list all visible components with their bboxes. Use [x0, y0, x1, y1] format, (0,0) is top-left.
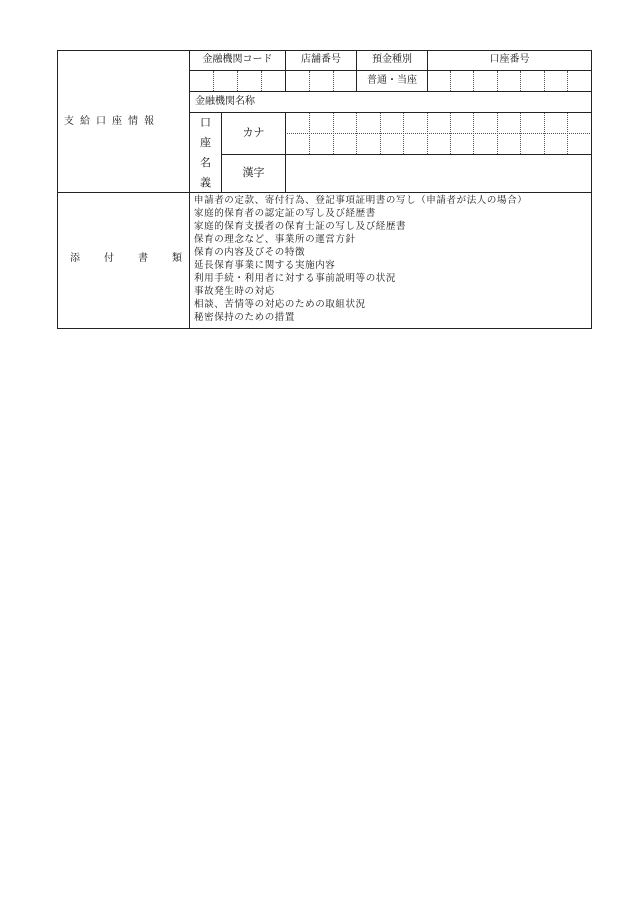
border-right	[591, 50, 592, 329]
border-top	[57, 50, 592, 51]
account-number-header: 口座番号	[489, 54, 530, 65]
digit-separator	[567, 71, 568, 91]
label-column-divider	[189, 50, 190, 329]
digit-separator	[237, 71, 238, 91]
digit-separator	[450, 71, 451, 91]
digit-separator	[261, 71, 262, 91]
kana-kanji-label-divider	[285, 113, 286, 193]
kana-cell-separator	[497, 113, 498, 154]
attachment-item: 家庭的保育支援者の保育士証の写し及び経歴書	[194, 221, 407, 232]
attachment-item: 利用手続・利用者に対する事前説明等の状況	[194, 273, 397, 284]
kana-cell-separator	[309, 113, 310, 154]
digit-separator	[473, 71, 474, 91]
attachment-item: 延長保育事業に関する実施内容	[194, 260, 336, 271]
holder-label-char: 名	[200, 156, 211, 169]
border-left	[57, 50, 58, 329]
bank-name-row-divider	[189, 112, 592, 113]
kana-cell-separator	[356, 113, 357, 154]
deposit-type-header: 預金種別	[372, 54, 412, 65]
attachment-item: 秘密保持のための措置	[194, 312, 296, 323]
account-info-section-label: 支給口座情報	[64, 116, 160, 127]
kana-cell-separator	[473, 113, 474, 154]
digit-separator	[544, 71, 545, 91]
kana-cell-separator	[520, 113, 521, 154]
kana-label: カナ	[242, 126, 265, 139]
bank-code-header: 金融機関コード	[202, 54, 273, 65]
kana-cell-separator	[567, 113, 568, 154]
bank-name-label: 金融機関名称	[195, 96, 255, 107]
digit-separator	[333, 71, 334, 91]
attachment-item: 保育の理念など、事業所の運営方針	[194, 234, 356, 245]
attachment-item: 相談、苦情等の対応のための取組状況	[194, 299, 366, 310]
holder-kana-inner-divider	[285, 133, 592, 134]
deposit-type-value: 普通・当座	[367, 75, 417, 86]
digit-separator	[520, 71, 521, 91]
section-divider	[57, 192, 592, 193]
digit-separator	[497, 71, 498, 91]
holder-label-char: 義	[200, 176, 211, 189]
digit-separator	[309, 71, 310, 91]
border-bottom	[57, 328, 592, 329]
attachment-item: 事故発生時の対応	[194, 286, 275, 297]
attachment-item: 申請者の定款、寄付行為、登記事項証明書の写し（申請者が法人の場合）	[194, 195, 528, 206]
kana-cell-separator	[450, 113, 451, 154]
holder-label-char: 座	[200, 136, 211, 149]
kana-cell-separator	[427, 113, 428, 154]
attachment-item: 家庭的保育者の認定証の写し及び経歴書	[194, 208, 376, 219]
kana-cell-separator	[333, 113, 334, 154]
attachment-item: 保育の内容及びその特徴	[194, 247, 306, 258]
digit-separator	[213, 71, 214, 91]
branch-number-header: 店舗番号	[301, 54, 341, 65]
holder-label-divider	[221, 113, 222, 193]
attachments-section-label-text: 添付書類	[70, 253, 206, 264]
attachments-section-label	[58, 253, 206, 267]
kanji-label: 漢字	[242, 166, 265, 179]
kana-kanji-divider	[221, 154, 592, 155]
kana-cell-separator	[403, 113, 404, 154]
code-row-divider	[189, 91, 592, 92]
kana-cell-separator	[380, 113, 381, 154]
kana-cell-separator	[544, 113, 545, 154]
holder-label-char: 口	[200, 116, 211, 129]
header-row-divider	[189, 70, 592, 71]
